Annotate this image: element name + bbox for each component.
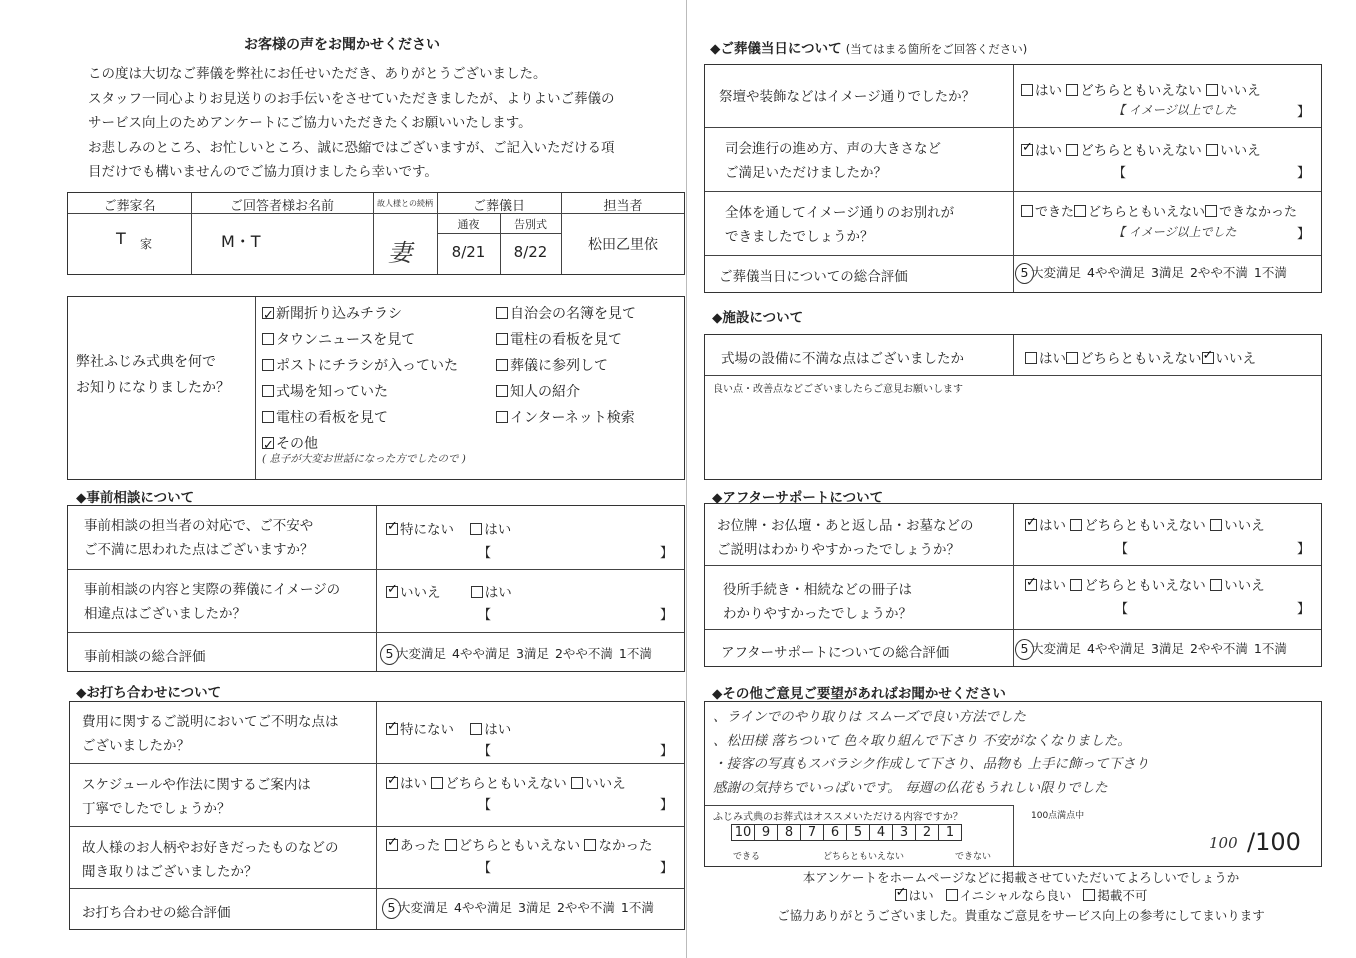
rating-option[interactable]: 5 大変満足	[380, 646, 446, 661]
header-kokubetsu: 告別式	[514, 218, 547, 231]
score-caption: 100点満点中	[1031, 811, 1085, 821]
option-other[interactable]: ✓その他	[262, 431, 458, 457]
score-total: /100	[1247, 828, 1301, 856]
rating-option[interactable]: 4やや満足	[452, 646, 510, 661]
header-name: ご回答者様お名前	[229, 199, 334, 214]
source-options-col2	[496, 301, 636, 431]
source-options-col1	[262, 301, 458, 457]
checkbox-icon[interactable]	[431, 777, 443, 789]
checkbox-icon[interactable]	[1021, 205, 1033, 217]
meeting-q3: 故人様のお人柄やお好きだったものなどの 聞き取りはございましたか？	[82, 840, 339, 880]
source-question-box	[67, 296, 685, 480]
checkbox-icon[interactable]	[445, 839, 457, 851]
checkbox-icon[interactable]	[470, 523, 482, 535]
consult-q2: 事前相談の内容と実際の葬儀にイメージの 相違点はございましたか？	[84, 582, 341, 622]
rating-option[interactable]: 3満足	[1150, 265, 1184, 280]
family-value: T	[116, 229, 126, 248]
day-q2: 司会進行の進め方、声の大きさなど ご満足いただけましたか？	[725, 141, 941, 181]
rating-option[interactable]: 1不満	[618, 646, 652, 661]
day-q2-options[interactable]: ✓はい どちらともいえない いいえ	[1021, 139, 1261, 159]
meeting-q1: 費用に関するご説明においてご不明な点は ございましたか？	[82, 714, 339, 754]
checkbox-icon[interactable]	[1206, 144, 1218, 156]
checkbox-icon[interactable]	[496, 411, 508, 423]
relation-value: 妻	[388, 239, 412, 267]
option-town-news[interactable]: タウンニュースを見て	[262, 327, 458, 353]
checkbox-icon[interactable]	[1021, 144, 1033, 156]
scale-right-label: できない	[955, 852, 992, 862]
after-rating[interactable]	[1015, 639, 1293, 660]
rating-option[interactable]: 4やや満足	[454, 900, 512, 915]
day-box: 祭壇や装飾などはイメージ通りでしたか？ はい どちらともいえない いいえ 【 イメージ以上でした 】 司会進行の進め方、声の大きさなど ご満足いただけましたか？ ✓はい どちらともいえない いいえ 【 】 全体を通してイメージ通りのお別れが できましたでしょうか？ できた どちらともいえない できなかった 【 イメージ以上でした 】 ご葬儀当日についての総合評価 5 大変満足 4やや満足 3満足 2やや不満 1不満	[704, 64, 1322, 293]
meeting-rating[interactable]	[382, 898, 660, 919]
day-q3: 全体を通してイメージ通りのお別れが できましたでしょうか？	[725, 205, 955, 245]
checkbox-icon[interactable]	[1066, 84, 1078, 96]
facility-heading: ◆施設について	[712, 310, 804, 326]
recommend-scale	[731, 824, 962, 841]
checkbox-icon[interactable]	[1083, 889, 1095, 901]
option-post-flyer[interactable]: ポストにチラシが入っていた	[262, 353, 458, 379]
score-value: 100	[1209, 834, 1238, 852]
intro-text: この度は大切なご葬儀を弊社にお任せいただき、ありがとうございました。 スタッフ一同心よりお見送りのお手伝いをさせていただきましたが、よりよいご葬儀の サービス向上のためアンケートにご協力いただきたくお願いいたします。 お悲しみのところ、お忙しいところ、誠に恐縮ではございますが、ご記入いただける項 目だけでも構いませんのでご協力頂けましたら幸いです。	[88, 66, 615, 180]
rating-option[interactable]: 2やや不満	[556, 900, 615, 915]
meeting-q2: スケジュールや作法に関するご案内は 丁寧でしたでしょうか？	[82, 777, 311, 817]
checkbox-icon[interactable]	[1021, 84, 1033, 96]
checkbox-icon[interactable]	[496, 333, 508, 345]
other-box	[704, 701, 1322, 867]
checkbox-icon[interactable]	[895, 889, 907, 901]
option-referral[interactable]: 知人の紹介	[496, 379, 636, 405]
checkbox-icon[interactable]	[946, 889, 958, 901]
day-q1: 祭壇や装飾などはイメージ通りでしたか？	[719, 89, 976, 105]
checkbox-icon[interactable]	[571, 777, 583, 789]
checkbox-icon[interactable]	[1074, 205, 1086, 217]
consult-q1-options[interactable]: ✓特にない はい	[386, 518, 511, 538]
scale-10[interactable]: 10	[732, 825, 755, 840]
meeting-q1-options[interactable]: ✓特にない はい	[386, 718, 511, 738]
publish-question: 本アンケートをホームページなどに掲載させていただいてよろしいでしょうか	[802, 870, 1240, 885]
checkbox-icon[interactable]	[1025, 352, 1037, 364]
rating-option[interactable]: 3満足	[1150, 641, 1184, 656]
kokubetsu-value: 8/22	[513, 243, 548, 261]
consult-q2-options[interactable]: ✓いいえ はい	[386, 581, 512, 601]
publish-options[interactable]: ✓はい イニシャルなら良い 掲載不可	[686, 886, 1356, 904]
checkbox-icon[interactable]	[386, 839, 398, 851]
checkbox-icon[interactable]	[496, 359, 508, 371]
checkbox-icon[interactable]	[1210, 579, 1222, 591]
consult-rating[interactable]	[380, 644, 658, 665]
checkbox-icon[interactable]	[1206, 84, 1218, 96]
day-q1-options[interactable]: はい どちらともいえない いいえ	[1021, 79, 1261, 99]
scale-5[interactable]: 5	[847, 825, 870, 840]
scale-9[interactable]: 9	[755, 825, 778, 840]
checkbox-icon[interactable]	[386, 586, 398, 598]
scale-4[interactable]: 4	[870, 825, 893, 840]
rating-option[interactable]: 3満足	[515, 646, 549, 661]
checkbox-icon[interactable]	[262, 385, 274, 397]
staff-value: 松田乙里依	[588, 237, 658, 253]
other-note: ( 息子が大変お世話になった方でしたので )	[262, 453, 466, 465]
rating-option[interactable]: 4やや満足	[1087, 265, 1145, 280]
rating-option[interactable]: 5 大変満足	[382, 900, 448, 915]
checkbox-icon[interactable]	[262, 359, 274, 371]
option-internet[interactable]: インターネット検索	[496, 405, 636, 431]
checkbox-icon[interactable]	[1025, 519, 1037, 531]
info-table	[67, 192, 685, 275]
day-q1-note: 【 イメージ以上でした	[1113, 103, 1237, 117]
after-heading: ◆アフターサポートについて	[712, 490, 884, 506]
facility-q1: 式場の設備に不満な点はございましたか	[721, 351, 964, 367]
rating-option[interactable]: 5 大変満足	[1015, 641, 1081, 656]
after-q2-options[interactable]: ✓はい どちらともいえない いいえ	[1025, 574, 1265, 594]
option-community-list[interactable]: 自治会の名簿を見て	[496, 301, 636, 327]
after-q1: お位牌・お仏壇・あと返し品・お墓などの ご説明はわかりやすかったでしょうか？	[717, 518, 974, 558]
source-question: 弊社ふじみ式典を何で お知りになりましたか？	[76, 354, 230, 396]
rating-option[interactable]: 1不満	[1253, 641, 1287, 656]
facility-q1-options[interactable]: はい どちらともいえない✓ いいえ	[1025, 347, 1256, 367]
checkbox-icon[interactable]	[1025, 579, 1037, 591]
option-knew-venue[interactable]: 式場を知っていた	[262, 379, 458, 405]
rating-option[interactable]: 2やや不満	[554, 646, 613, 661]
meeting-q2-options[interactable]: ✓はい どちらともいえない いいえ	[386, 772, 626, 792]
rating-option[interactable]: 5 大変満足	[1015, 265, 1081, 280]
meeting-q3-options[interactable]: ✓あった どちらともいえない なかった	[386, 834, 652, 854]
scale-3[interactable]: 3	[893, 825, 916, 840]
day-rating-label: ご葬儀当日についての総合評価	[719, 269, 908, 285]
facility-box	[704, 334, 1322, 480]
consult-q1: 事前相談の担当者の対応で、ご不安や ご不満に思われた点はございますか？	[84, 518, 314, 558]
scale-2[interactable]: 2	[916, 825, 939, 840]
scale-7[interactable]: 7	[801, 825, 824, 840]
after-q2: 役所手続き・相続などの冊子は わかりやすかったでしょうか？	[723, 582, 912, 622]
checkbox-icon[interactable]	[1070, 519, 1082, 531]
rating-option[interactable]: 1不満	[620, 900, 654, 915]
after-box: お位牌・お仏壇・あと返し品・お墓などの ご説明はわかりやすかったでしょうか？ ✓はい どちらともいえない いいえ 【 】 役所手続き・相続などの冊子は わかりやすかったでしょうか？ ✓はい どちらともいえない いいえ 【 】 アフターサポートについての総合評価 5 大変満足 4やや満足 3満足 2やや不満 1不満	[704, 503, 1322, 667]
header-relation: 故人様との続柄	[377, 199, 433, 208]
option-attended-funeral[interactable]: 葬儀に参列して	[496, 353, 636, 379]
checkbox-icon[interactable]	[1066, 352, 1078, 364]
survey-title: お客様の声をお聞かせください	[244, 37, 440, 53]
checkbox-icon[interactable]	[1202, 352, 1214, 364]
scale-6[interactable]: 6	[824, 825, 847, 840]
scale-8[interactable]: 8	[778, 825, 801, 840]
checkbox-icon[interactable]	[386, 777, 398, 789]
rating-option[interactable]: 2やや不満	[1189, 641, 1248, 656]
option-newspaper[interactable]: ✓新聞折り込みチラシ	[262, 301, 458, 327]
day-heading-row: ◆ご葬儀当日について (当てはまる箇所をご回答ください)	[710, 41, 1028, 57]
day-q3-options[interactable]: できた どちらともいえない できなかった	[1021, 201, 1297, 220]
recommend-question: ふじみ式典のお葬式はオススメいただける内容ですか？	[713, 812, 963, 823]
rating-option[interactable]: 1不満	[1253, 265, 1287, 280]
checkbox-icon[interactable]	[386, 523, 398, 535]
right-page	[686, 0, 1356, 958]
rating-option[interactable]: 4やや満足	[1087, 641, 1145, 656]
checkbox-icon[interactable]	[1070, 579, 1082, 591]
after-rating-label: アフターサポートについての総合評価	[721, 645, 950, 661]
checkbox-icon[interactable]	[262, 307, 274, 319]
header-date: ご葬儀日	[472, 199, 525, 214]
day-rating[interactable]	[1015, 263, 1293, 284]
header-tsuya: 通夜	[457, 218, 480, 231]
checkbox-icon[interactable]	[262, 437, 274, 449]
consult-heading: ◆事前相談について	[76, 490, 195, 506]
thanks-text: ご協力ありがとうございました。貴重なご意見をサービス向上の参考にしてまいります	[777, 908, 1265, 923]
rating-option[interactable]: 2やや不満	[1189, 265, 1248, 280]
header-family: ご葬家名	[103, 199, 156, 214]
option-pole-sign[interactable]: 電柱の看板を見て	[262, 405, 458, 431]
consult-rating-label: 事前相談の総合評価	[84, 649, 206, 665]
name-value: M・T	[221, 232, 261, 251]
scale-1[interactable]: 1	[945, 825, 955, 840]
day-q3-note: 【 イメージ以上でした	[1113, 225, 1237, 239]
checkbox-icon[interactable]	[496, 307, 508, 319]
option-pole-sign-2[interactable]: 電柱の看板を見て	[496, 327, 636, 353]
facility-comment-prompt: 良い点・改善点などございましたらご意見お願いします	[713, 384, 963, 395]
other-comments: 、ラインでのやり取りは スムーズで良い方法でした 、松田様 落ちついて 色々取り組んで下さり 不安がなくなりました。 ・接客の写真もスバラシク作成して下さり、品物も 上手に飾って下さり 感謝の気持ちでいっぱいです。 毎週の仏花もうれしい限りでした	[713, 709, 1150, 796]
meeting-box: 費用に関するご説明においてご不明な点は ございましたか？ ✓特にない はい 【 】 スケジュールや作法に関するご案内は 丁寧でしたでしょうか？ ✓はい どちらともいえない いいえ 【 】 故人様のお人柄やお好きだったものなどの 聞き取りはございましたか？ ✓あった どちらともいえない なかった 【 】 お打ち合わせの総合評価 5 大変満足 4やや満足 3満足 2やや不満 1不満	[69, 701, 685, 930]
checkbox-icon[interactable]	[1210, 519, 1222, 531]
checkbox-icon[interactable]	[262, 411, 274, 423]
checkbox-icon[interactable]	[584, 839, 596, 851]
checkbox-icon[interactable]	[470, 723, 482, 735]
header-staff: 担当者	[603, 199, 643, 214]
checkbox-icon[interactable]	[386, 723, 398, 735]
checkbox-icon[interactable]	[1066, 144, 1078, 156]
checkbox-icon[interactable]	[496, 385, 508, 397]
scale-mid-label: どちらともいえない	[823, 852, 905, 862]
checkbox-icon[interactable]	[262, 333, 274, 345]
tsuya-value: 8/21	[451, 243, 486, 261]
checkbox-icon[interactable]	[471, 586, 483, 598]
other-heading: ◆その他ご意見ご要望があればお聞かせください	[712, 686, 1006, 702]
checkbox-icon[interactable]	[1205, 205, 1217, 217]
scale-left-label: できる	[733, 852, 761, 862]
meeting-rating-label: お打ち合わせの総合評価	[82, 905, 231, 921]
consult-box: 事前相談の担当者の対応で、ご不安や ご不満に思われた点はございますか？ ✓特にない はい 【 】 事前相談の内容と実際の葬儀にイメージの 相違点はございましたか？ ✓いいえ はい 【 】 事前相談の総合評価 5 大変満足 4やや満足 3満足 2やや不満 1不満	[67, 505, 685, 672]
after-q1-options[interactable]: ✓はい どちらともいえない いいえ	[1025, 514, 1265, 534]
rating-option[interactable]: 3満足	[517, 900, 551, 915]
meeting-heading: ◆お打ち合わせについて	[76, 685, 222, 701]
family-suffix: 家	[140, 237, 153, 251]
